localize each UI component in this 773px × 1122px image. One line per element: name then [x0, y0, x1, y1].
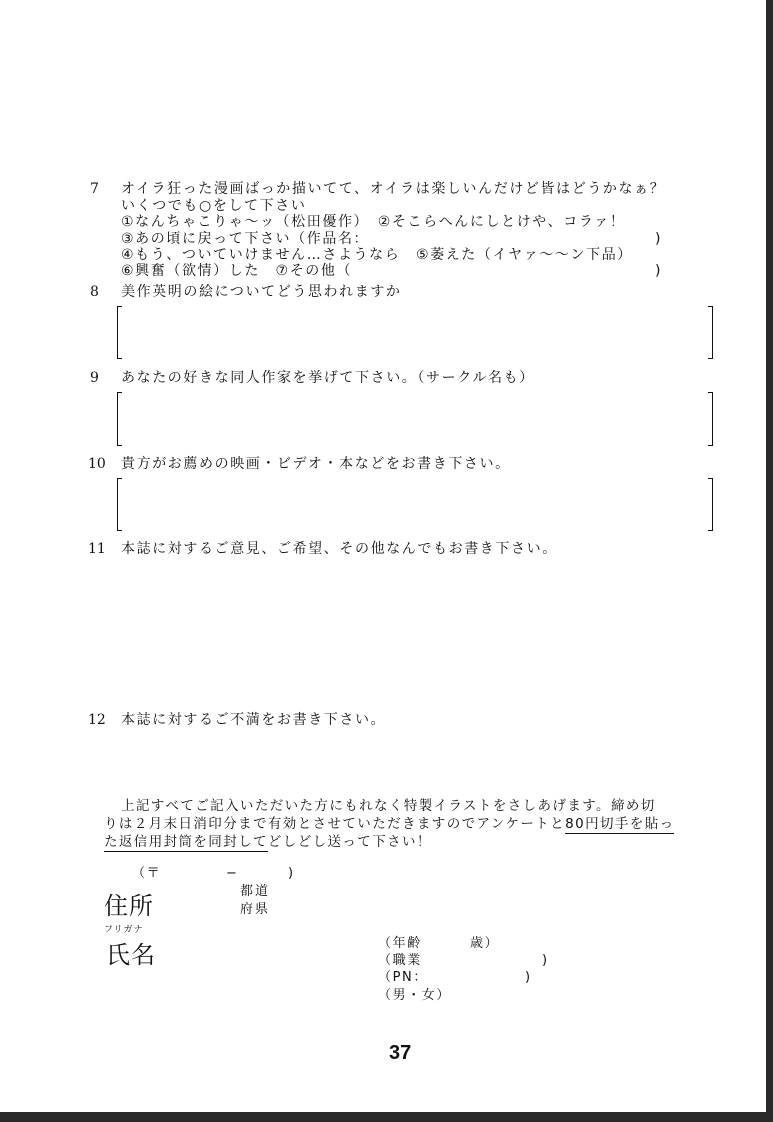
name-field[interactable] [150, 938, 360, 974]
page-number: 37 [389, 1042, 412, 1064]
q7-option-1-2: ①なんちゃこりゃ〜ッ（松田優作） ②そこらへんにしとけや、コラァ！ [121, 214, 626, 230]
q11-question: 本誌に対するご意見、ご希望、その他なんでもお書き下さい。 [121, 541, 558, 557]
q7-option-4-5: ④もう、ついていけません…さようなら ⑤萎えた（イヤァ〜〜ン下品） [121, 247, 633, 263]
occupation-close: ) [542, 953, 549, 968]
q8-question: 美作英明の絵についてどう思われますか [121, 284, 402, 300]
address-field[interactable] [150, 885, 710, 921]
q9-number: 9 [90, 370, 99, 386]
q10-question: 貴方がお薦めの映画・ビデオ・本などをお書き下さい。 [121, 456, 511, 472]
notice-line-2 [104, 815, 674, 833]
q7-number: 7 [90, 181, 99, 197]
postal-code-dash: − [226, 866, 239, 881]
q12-question: 本誌に対するご不満をお書き下さい。 [121, 712, 387, 728]
notice-envelope-underlined: た返信用封筒を同封して [104, 834, 268, 850]
q11-answer-area[interactable] [117, 562, 713, 702]
age-field[interactable] [425, 934, 467, 952]
pen-name-field[interactable] [425, 968, 521, 986]
q12-answer-area[interactable] [117, 733, 713, 793]
pen-name-label: （PN： [378, 970, 428, 985]
prefecture-label-fuken: 府県 [240, 902, 271, 917]
furigana-label: フリガナ [104, 925, 144, 935]
address-label: 住所 [104, 892, 154, 920]
postal-code-field[interactable] [160, 862, 280, 882]
q7-option-3-close: ) [655, 231, 663, 247]
q12-number: 12 [88, 712, 106, 728]
q7-option-7-close: ) [655, 263, 663, 279]
notice-line-2-text: りは２月末日消印分まで有効とさせていただきますのでアンケートと [104, 816, 566, 832]
q11-number: 11 [88, 541, 106, 557]
prefecture-label-todo: 都道 [240, 884, 271, 899]
q8-number: 8 [90, 284, 99, 300]
notice-stamp-underlined: 80円切手を貼っ [565, 816, 675, 832]
occupation-field[interactable] [430, 951, 538, 969]
q9-answer-box[interactable] [117, 392, 713, 444]
q7-option-3: ③あの頃に戻って下さい（作品名： [121, 231, 370, 247]
q8-answer-box[interactable] [117, 306, 713, 357]
notice-line-3-text: どしどし送って下さい！ [267, 834, 432, 850]
notice-line-3 [104, 833, 432, 851]
postal-code-open: （〒 [132, 866, 162, 881]
q10-answer-box[interactable] [117, 478, 713, 529]
age-unit: 歳） [470, 936, 500, 951]
q9-question: あなたの好きな同人作家を挙げて下さい。（サークル名も） [121, 370, 535, 386]
pen-name-close: ) [525, 970, 532, 985]
postal-code-close: ) [288, 866, 295, 881]
age-label: （年齢 [378, 936, 422, 951]
occupation-label: （職業 [378, 953, 422, 968]
name-label: 氏名 [106, 941, 156, 969]
q10-number: 10 [88, 456, 106, 472]
q7-question: オイラ狂った漫画ばっか描いてて、オイラは楽しいんだけど皆はどうかなぁ？ [121, 181, 666, 197]
notice-line-1: 上記すべてご記入いただいた方にもれなく特製イラストをさしあげます。締め切 [121, 798, 656, 814]
q7-option-6-7: ⑥興奮（欲情）した ⑦その他（ [121, 263, 353, 279]
q7-instruction: いくつでも○をして下さい [121, 198, 307, 214]
sex-choice[interactable]: （男・女） [378, 988, 452, 1003]
